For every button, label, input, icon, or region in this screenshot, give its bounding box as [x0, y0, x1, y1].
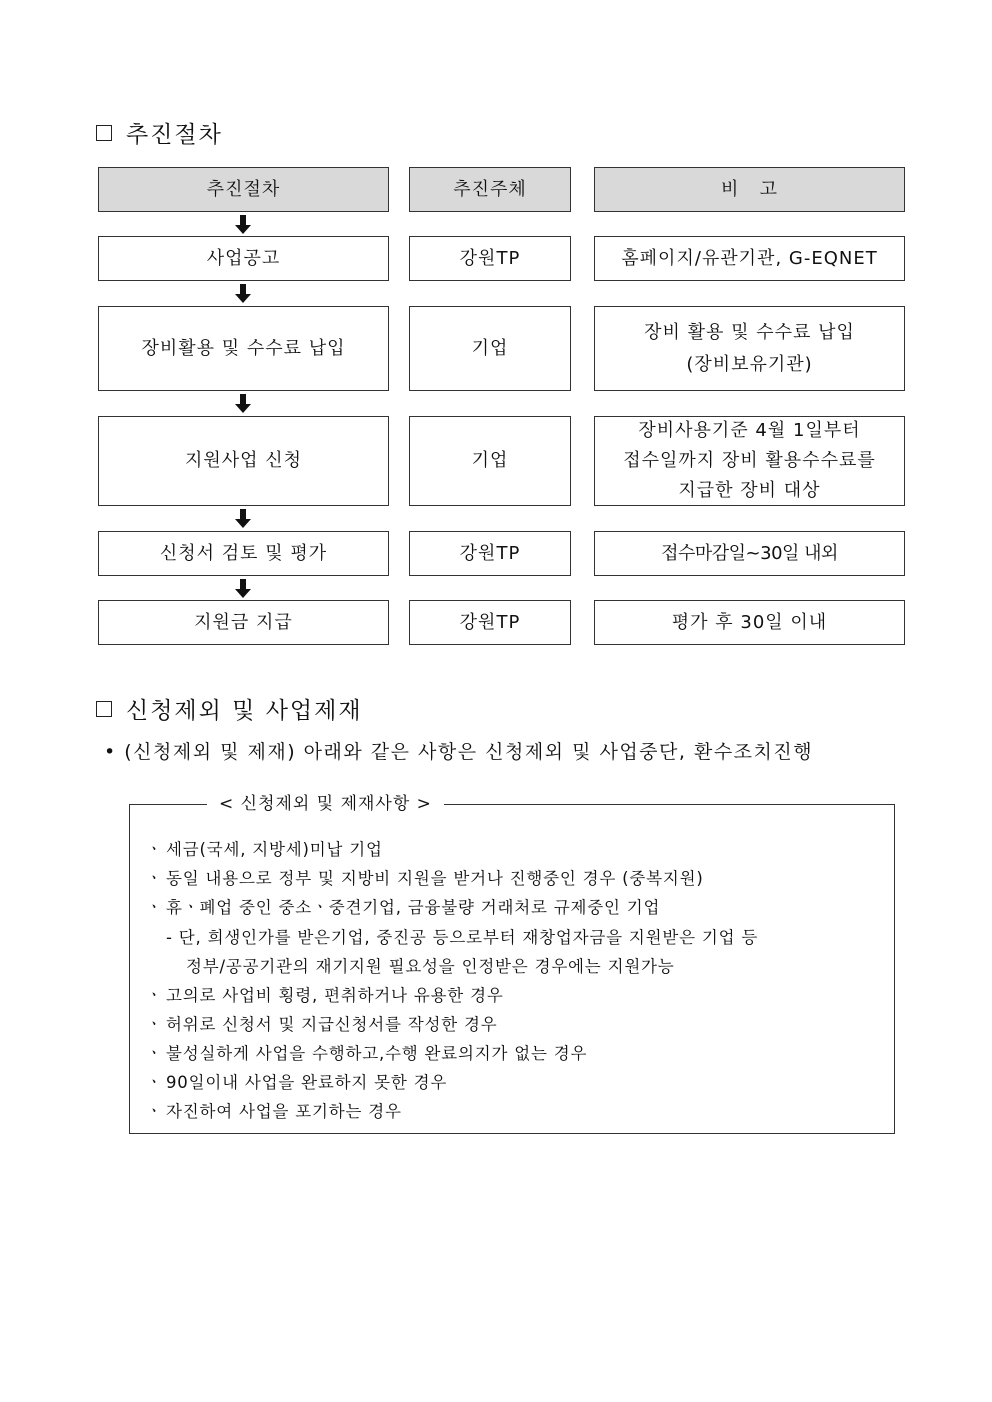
list-item: ㆍ 휴ㆍ폐업 중인 중소ㆍ중견기업, 금융불량 거래처로 규제중인 기업	[146, 898, 661, 917]
note-cell: 접수마감일~30일 내외	[594, 531, 905, 576]
list-item: ㆍ 허위로 신청서 및 지급신청서를 작성한 경우	[146, 1015, 498, 1034]
step-cell: 장비활용 및 수수료 납입	[98, 306, 389, 391]
section-heading-exclusion	[96, 692, 363, 725]
list-item: ㆍ 세금(국세, 지방세)미납 기업	[146, 840, 383, 859]
header-cell-step: 추진절차	[98, 167, 389, 212]
actor-cell: 강원TP	[409, 531, 571, 576]
step-cell: 신청서 검토 및 평가	[98, 531, 389, 576]
down-arrow-icon	[234, 284, 252, 304]
note-cell: 평가 후 30일 이내	[594, 600, 905, 645]
down-arrow-icon	[234, 394, 252, 414]
list-item: ㆍ 90일이내 사업을 완료하지 못한 경우	[146, 1073, 448, 1092]
down-arrow-icon	[234, 579, 252, 599]
section-heading-text: 추진절차	[126, 122, 223, 148]
down-arrow-icon	[234, 509, 252, 529]
sub-item: - 단, 희생인가를 받은기업, 중진공 등으로부터 재창업자금을 지원받은 기업 등	[166, 928, 759, 947]
list-item: ㆍ 자진하여 사업을 포기하는 경우	[146, 1102, 402, 1121]
exclusion-box-title: < 신청제외 및 제재사항 >	[207, 792, 444, 816]
header-cell-note: 비 고	[594, 167, 905, 212]
checkbox-icon	[96, 125, 112, 141]
checkbox-icon	[96, 701, 112, 717]
down-arrow-icon	[234, 215, 252, 235]
actor-cell: 강원TP	[409, 600, 571, 645]
bullet-text: • (신청제외 및 제재) 아래와 같은 사항은 신청제외 및 사업중단, 환수조치진행	[104, 741, 814, 763]
section-heading-text: 신청제외 및 사업제재	[126, 698, 363, 724]
note-cell: 장비사용기준 4월 1일부터 접수일까지 장비 활용수수료를 지급한 장비 대상	[594, 416, 905, 506]
note-cell: 장비 활용 및 수수료 납입 (장비보유기관)	[594, 306, 905, 391]
sub-item: 정부/공공기관의 재기지원 필요성을 인정받은 경우에는 지원가능	[186, 957, 675, 976]
actor-cell: 기업	[409, 416, 571, 506]
note-cell: 홈페이지/유관기관, G-EQNET	[594, 236, 905, 281]
header-cell-actor: 추진주체	[409, 167, 571, 212]
actor-cell: 기업	[409, 306, 571, 391]
list-item: ㆍ 동일 내용으로 정부 및 지방비 지원을 받거나 진행중인 경우 (중복지원)	[146, 869, 704, 888]
step-cell: 지원금 지급	[98, 600, 389, 645]
actor-cell: 강원TP	[409, 236, 571, 281]
step-cell: 사업공고	[98, 236, 389, 281]
list-item: ㆍ 불성실하게 사업을 수행하고,수행 완료의지가 없는 경우	[146, 1044, 588, 1063]
step-cell: 지원사업 신청	[98, 416, 389, 506]
list-item: ㆍ 고의로 사업비 횡령, 편취하거나 유용한 경우	[146, 986, 504, 1005]
section-heading-procedure	[96, 116, 223, 149]
